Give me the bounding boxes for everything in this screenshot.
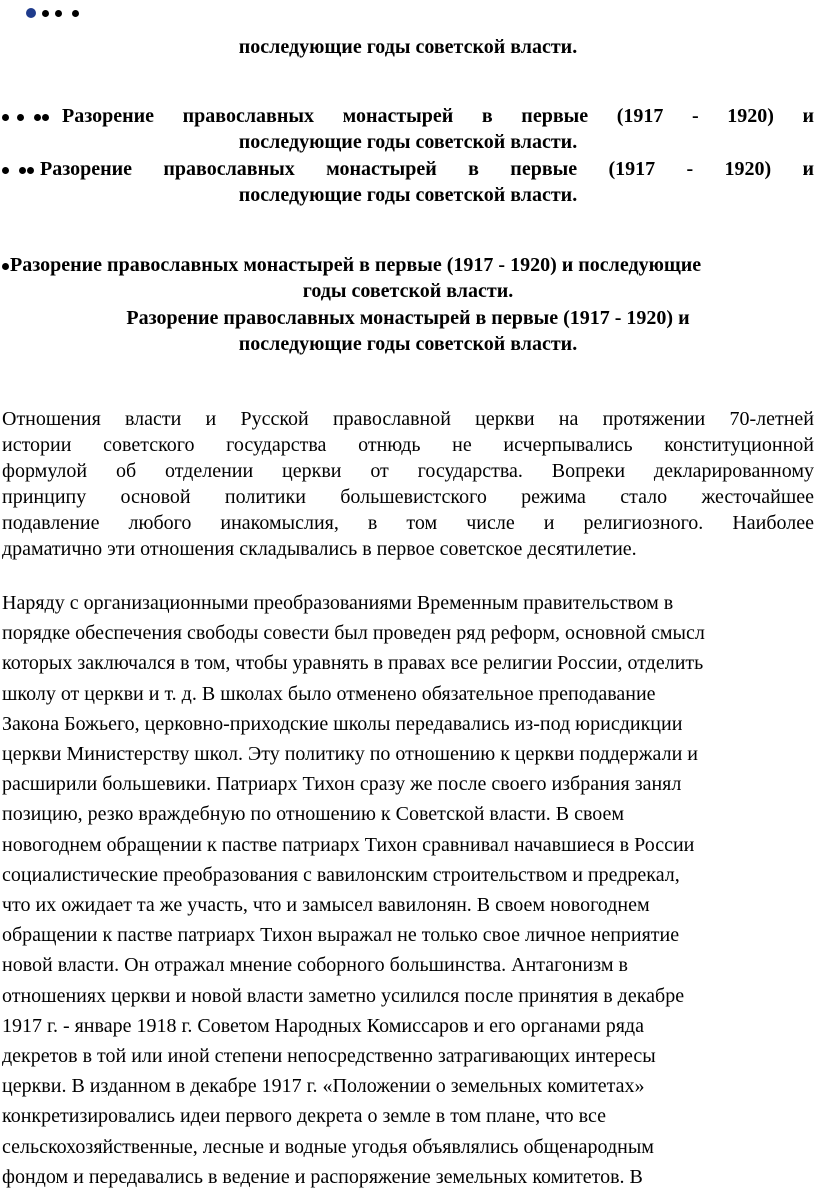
bullet-icon <box>26 8 36 18</box>
paragraph-2 <box>2 588 814 1192</box>
paragraph-line: 1917 г. - январе 1918 г. Советом Народных Комиссаров и его органами ряда <box>2 1014 644 1037</box>
paragraph-line: истории советского государства отнюдь не исчерпывались конституционной <box>2 434 814 456</box>
paragraph-line: новой власти. Он отражал мнение соборного большинства. Антагонизм в <box>2 954 628 977</box>
heading-4 <box>0 252 816 304</box>
heading-5 <box>0 305 816 357</box>
paragraph-line: фондом и передавались в ведение и распоряжение земельных комитетов. В <box>2 1165 643 1188</box>
bullet-icon <box>55 10 62 17</box>
bullet-icon <box>72 10 79 17</box>
heading-3 <box>0 156 816 208</box>
bullet-icon <box>2 103 49 129</box>
heading-3-line-2: последующие годы советской власти. <box>238 184 578 206</box>
heading-5-line-2: последующие годы советской власти. <box>238 333 578 355</box>
paragraph-line: новогоднем обращении к пастве патриарх Тихон сравнивал начавшиеся в России <box>2 833 695 856</box>
heading-1-line-2: последующие годы советской власти. <box>238 36 578 58</box>
paragraph-line: Наряду с организационными преобразованиями Временным правительством в <box>2 592 674 614</box>
bullet-icon <box>42 10 49 17</box>
paragraph-line: школу от церкви и т. д. В школах было отменено обязательное преподавание <box>2 682 656 705</box>
paragraph-line: декретов в той или иной степени непосредственно затрагивающих интересы <box>2 1045 656 1068</box>
paragraph-line: что их ожидает та же участь, что и замысел вавилонян. В своем новогоднем <box>2 894 650 917</box>
paragraph-1 <box>2 406 814 562</box>
heading-3-line-1: Разорение православных монастырей в первые (1917 - 1920) и <box>40 158 814 180</box>
paragraph-line: социалистические преобразования с вавилонским строительством и предрекал, <box>2 863 680 886</box>
paragraph-line: церкви Министерству школ. Эту политику по отношению к церкви поддержали и <box>2 743 698 766</box>
paragraph-line: сельскохозяйственные, лесные и водные угодья объявлялись общенародным <box>2 1135 654 1158</box>
paragraph-line: конкретизировались идеи первого декрета о земле в том плане, что все <box>2 1105 607 1128</box>
paragraph-line: позицию, резко враждебную по отношению к Советской власти. В своем <box>2 803 625 826</box>
heading-2-line-1: Разорение православных монастырей в первые (1917 - 1920) и <box>62 105 814 127</box>
paragraph-line: принципу основой политики большевистского режима стало жесточайшее <box>2 486 814 508</box>
heading-4-line-2: годы советской власти. <box>302 280 514 302</box>
paragraph-line: отношениях церкви и новой власти заметно усилился после принятия в декабре <box>2 984 685 1007</box>
bullet-row-top <box>26 4 79 22</box>
paragraph-line: Закона Божьего, церковно-приходские школы передавались из-под юрисдикции <box>2 712 683 735</box>
paragraph-line: обращении к пастве патриарх Тихон выражал не только свое личное неприятие <box>2 924 680 947</box>
paragraph-line: формулой об отделении церкви от государства. Вопреки декларированному <box>2 460 814 482</box>
paragraph-line: расширили большевики. Патриарх Тихон сразу же после своего избрания занял <box>2 773 682 796</box>
heading-4-line-1: Разорение православных монастырей в первые (1917 - 1920) и последующие <box>10 254 702 276</box>
paragraph-line: которых заключался в том, чтобы уравнять в правах все религии России, отделить <box>2 652 704 675</box>
paragraph-line: подавление любого инакомыслия, в том числе и религиозного. Наиболее <box>2 512 814 534</box>
bullet-icon <box>2 156 34 182</box>
paragraph-line: порядке обеспечения свободы совести был проведен ряд реформ, основной смысл <box>2 622 705 645</box>
heading-2-line-2: последующие годы советской власти. <box>238 131 578 153</box>
paragraph-line: Отношения власти и Русской православной церкви на протяжении 70-летней <box>2 408 814 430</box>
paragraph-line: драматично эти отношения складывались в первое советское десятилетие. <box>2 538 637 560</box>
heading-5-line-1: Разорение православных монастырей в первые (1917 - 1920) и <box>126 307 690 329</box>
heading-2 <box>0 103 816 155</box>
paragraph-line: церкви. В изданном в декабре 1917 г. «Положении о земельных комитетах» <box>2 1075 645 1098</box>
bullet-icon <box>2 252 9 278</box>
